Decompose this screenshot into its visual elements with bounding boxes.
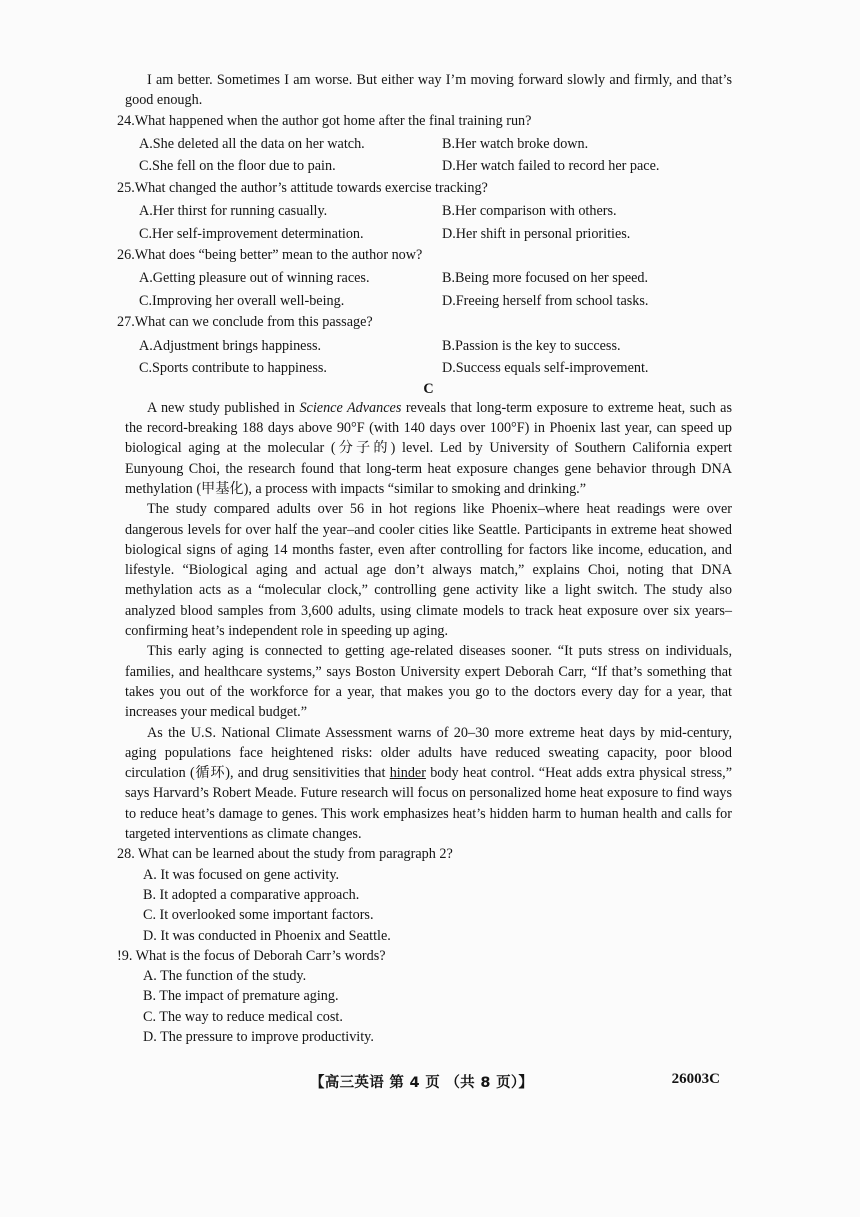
option-b: B.Being more focused on her speed. xyxy=(442,270,649,287)
question-stem: 25.What changed the author’s attitude towards exercise tracking? xyxy=(117,179,488,196)
option-a: A.Adjustment brings happiness. xyxy=(139,337,322,354)
passage-c-paragraph-4 xyxy=(125,723,732,845)
option-d: D.Her shift in personal priorities. xyxy=(442,225,631,242)
passage-c-paragraph-2: The study compared adults over 56 in hot regions like Phoenix–where heat readings were over dangerous levels for over half the year–and cooler cities like Seattle. Participants in extreme heat showed biological signs of aging 14 months faster, even after controlling for factors like income, education, and lifestyle. “Biological aging and actual age don’t always match,” explains Choi, noting that DNA methylation acts as a “molecular clock,” controlling gene activity like a light switch. The study also analyzed blood samples from 3,600 adults, using climate models to track heat exposure over six years–confirming heat’s independent role in speeding up aging. xyxy=(125,501,732,640)
passage-b-ending: I am better. Sometimes I am worse. But either way I’m moving forward slowly and firmly, and that’s good enough. xyxy=(125,72,732,109)
question-29 xyxy=(117,946,732,1047)
page-content xyxy=(117,70,733,1047)
option-c: C.Sports contribute to happiness. xyxy=(139,360,327,377)
option-b: B.Passion is the key to success. xyxy=(442,337,621,354)
question-stem: 27.What can we conclude from this passage? xyxy=(117,314,373,331)
option-d: D.Freeing herself from school tasks. xyxy=(442,292,649,309)
options xyxy=(117,966,732,1047)
option-a: A. It was focused on gene activity. xyxy=(143,866,340,883)
option-d: D. It was conducted in Phoenix and Seattle. xyxy=(143,927,391,944)
option-d: D.Success equals self-improvement. xyxy=(442,360,649,377)
option-a: A.Her thirst for running casually. xyxy=(139,203,328,220)
option-c: C.She fell on the floor due to pain. xyxy=(139,158,336,175)
underlined-word: hinder xyxy=(389,765,426,782)
exam-code: 26003C xyxy=(671,1071,720,1087)
option-c: C.Her self-improvement determination. xyxy=(139,225,364,242)
options xyxy=(117,200,732,245)
text-run: As the U.S. National Climate Assessment warns of 20–30 more extreme heat days by mid-century, aging populations face heightened risks: older adults have reduced sweating capacity, poor blood circulation (循环), and drug sensitivities that xyxy=(125,724,732,782)
journal-name: Science Advances xyxy=(299,399,402,416)
options xyxy=(117,267,732,312)
options xyxy=(117,335,732,380)
question-27 xyxy=(117,312,732,379)
question-stem: !9. What is the focus of Deborah Carr’s words? xyxy=(117,947,386,964)
option-a: A. The function of the study. xyxy=(143,968,307,985)
question-stem: 28. What can be learned about the study from paragraph 2? xyxy=(117,846,453,863)
question-stem: 26.What does “being better” mean to the author now? xyxy=(117,247,423,264)
question-24 xyxy=(117,111,732,178)
option-b: B.Her watch broke down. xyxy=(442,135,589,152)
question-stem: 24.What happened when the author got home after the final training run? xyxy=(117,112,532,129)
option-b: B.Her comparison with others. xyxy=(442,203,617,220)
option-c: C. It overlooked some important factors. xyxy=(143,907,374,924)
option-d: D.Her watch failed to record her pace. xyxy=(442,158,660,175)
options xyxy=(117,865,732,946)
text-run: A new study published in xyxy=(147,399,300,416)
passage-c-paragraph-3: This early aging is connected to getting age-related diseases sooner. “It puts stress on individuals, families, and healthcare systems,” says Boston University expert Deborah Carr, “If that’s something that takes you out of the workforce for a year, that makes you go to the doctors every day for a year, that increases your medical budget.” xyxy=(125,643,732,721)
option-a: A.Getting pleasure out of winning races. xyxy=(139,270,370,287)
option-b: B. It adopted a comparative approach. xyxy=(143,886,360,903)
section-letter: C xyxy=(423,380,434,397)
text-run: reveals that long-term exposure to extreme heat, such as the record-breaking 188 days above 90°F (with 140 days over 100°F) in Phoenix last year, can speed up biological aging at the molecular (分子的) level. Led by University of Southern California expert Eunyoung Choi, the research found that long-term heat exposure changes gene behavior through DNA methylation (甲基化), a process with impacts “similar to smoking and drinking.” xyxy=(125,399,732,497)
option-c: C.Improving her overall well-being. xyxy=(139,292,345,309)
options xyxy=(117,133,732,178)
option-b: B. The impact of premature aging. xyxy=(143,988,339,1005)
page-label: 【高三英语 第 4 页 （共 8 页）】 xyxy=(310,1075,534,1091)
passage-c-paragraph-1 xyxy=(125,398,732,499)
option-c: C. The way to reduce medical cost. xyxy=(143,1008,343,1025)
option-d: D. The pressure to improve productivity. xyxy=(143,1028,374,1045)
text-run: body heat control. “Heat adds extra physical stress,” says Harvard’s Robert Meade. Future research will focus on personalized home heat exposure to find ways to reduce heat’s damage to genes. This work emphasizes heat’s hidden harm to human health and calls for targeted interventions as climate changes. xyxy=(125,765,733,843)
question-25 xyxy=(117,178,732,245)
question-28 xyxy=(117,844,732,945)
question-26 xyxy=(117,245,732,312)
option-a: A.She deleted all the data on her watch. xyxy=(139,135,365,152)
